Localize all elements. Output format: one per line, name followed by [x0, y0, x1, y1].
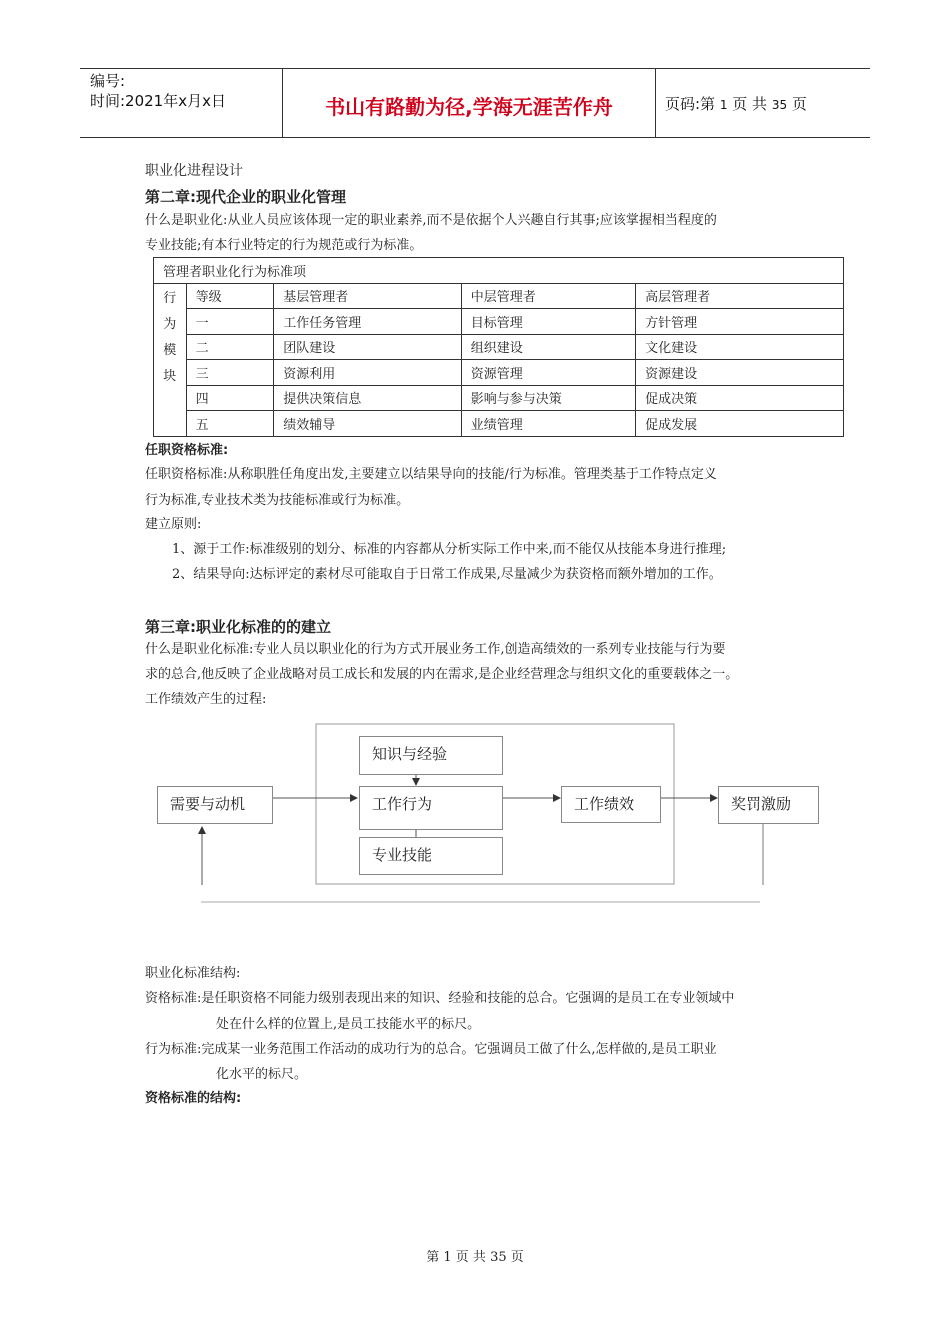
table-cell: 一	[186, 309, 274, 335]
table-cell: 五	[186, 411, 274, 437]
behav-standard-line2: 化水平的标尺。	[216, 1067, 308, 1082]
header-cell: 基层管理者	[274, 283, 462, 309]
table-cell: 业绩管理	[461, 411, 635, 437]
structure-label: 职业化标准结构:	[145, 966, 241, 981]
table-cell: 组织建设	[461, 334, 635, 360]
performance-box: 工作绩效	[561, 786, 661, 823]
page-mid: 页 共	[732, 95, 768, 113]
table-cell: 绩效辅导	[274, 411, 462, 437]
doc-title: 职业化进程设计	[145, 163, 243, 179]
table-cell: 目标管理	[461, 309, 635, 335]
page-label: 页码:第	[665, 95, 716, 113]
module-char: 为	[163, 316, 177, 332]
number-label: 编号:	[90, 72, 126, 90]
footer-suffix: 页	[510, 1250, 524, 1265]
table-cell: 提供决策信息	[274, 385, 462, 411]
qual-standard-line1: 资格标准:是任职资格不同能力级别表现出来的知识、经验和技能的总合。它强调的是员工在专业领域中	[145, 991, 735, 1006]
qualification-para-line1: 任职资格标准:从称职胜任角度出发,主要建立以结果导向的技能/行为标准。管理类基于工作特点定义	[145, 467, 717, 482]
page-total: 35	[771, 98, 788, 112]
principles-label: 建立原则:	[145, 517, 202, 532]
footer-current: 1	[443, 1250, 452, 1265]
skill-box: 专业技能	[359, 837, 503, 875]
qualification-heading: 任职资格标准:	[145, 443, 229, 458]
table-cell: 资源管理	[461, 360, 635, 386]
table-cell: 资源利用	[274, 360, 462, 386]
table-cell: 文化建设	[636, 334, 844, 360]
table-cell: 二	[186, 334, 274, 360]
header-cell: 中层管理者	[461, 283, 635, 309]
table-cell: 三	[186, 360, 274, 386]
table-cell: 资源建设	[636, 360, 844, 386]
chapter3-para-line1: 什么是职业化标准:专业人员以职业化的行为方式开展业务工作,创造高绩效的一系列专业技能与行为要	[145, 642, 726, 657]
principle-2: 2、结果导向:达标评定的素材尽可能取自于日常工作成果,尽量减少为获资格而额外增加的工作。	[172, 567, 722, 582]
table-cell: 影响与参与决策	[461, 385, 635, 411]
chapter2-para-line1: 什么是职业化:从业人员应该体现一定的职业素养,而不是依据个人兴趣自行其事;应该掌握相当程度的	[145, 213, 717, 228]
header-motto: 书山有路勤为径,学海无涯苦作舟	[325, 95, 613, 119]
footer-prefix: 第	[426, 1250, 440, 1265]
qual-structure-heading: 资格标准的结构:	[145, 1091, 242, 1106]
process-label: 工作绩效产生的过程:	[145, 692, 267, 707]
footer-mid: 页 共	[455, 1250, 486, 1265]
reward-box: 奖罚激励	[718, 786, 819, 824]
table-cell: 工作任务管理	[274, 309, 462, 335]
chapter2-para-line2: 专业技能;有本行业特定的行为规范或行为标准。	[145, 238, 423, 253]
header-cell: 等级	[186, 283, 274, 309]
need-box: 需要与动机	[157, 786, 273, 824]
behavior-box: 工作行为	[359, 786, 503, 830]
table-cell: 促成决策	[636, 385, 844, 411]
table-title: 管理者职业化行为标准项	[154, 258, 844, 284]
qual-standard-line2: 处在什么样的位置上,是员工技能水平的标尺。	[216, 1017, 481, 1032]
page-footer	[0, 1246, 950, 1265]
principle-1: 1、源于工作:标准级别的划分、标准的内容都从分析实际工作中来,而不能仅从技能本身进行推理;	[172, 542, 727, 557]
knowledge-box: 知识与经验	[359, 736, 503, 775]
qualification-para-line2: 行为标准,专业技术类为技能标准或行为标准。	[145, 493, 410, 508]
chapter2-title: 第二章:现代企业的职业化管理	[145, 188, 346, 206]
table-cell: 方针管理	[636, 309, 844, 335]
page-suffix: 页	[791, 95, 807, 113]
module-char: 行	[163, 290, 177, 306]
chapter3-title: 第三章:职业化标准的的建立	[145, 618, 331, 636]
module-char: 模	[163, 342, 177, 358]
footer-total: 35	[490, 1250, 507, 1265]
module-char: 块	[163, 368, 177, 384]
table-cell: 促成发展	[636, 411, 844, 437]
behav-standard-line1: 行为标准:完成某一业务范围工作活动的成功行为的总合。它强调员工做了什么,怎样做的,是员工职业	[145, 1042, 717, 1057]
page-current: 1	[719, 98, 728, 112]
chapter3-para-line2: 求的总合,他反映了企业战略对员工成长和发展的内在需求,是企业经营理念与组织文化的重要载体之一。	[145, 667, 739, 682]
table-cell: 四	[186, 385, 274, 411]
header-cell: 高层管理者	[636, 283, 844, 309]
time-label: 时间:2021年x月x日	[90, 92, 226, 110]
table-cell: 团队建设	[274, 334, 462, 360]
